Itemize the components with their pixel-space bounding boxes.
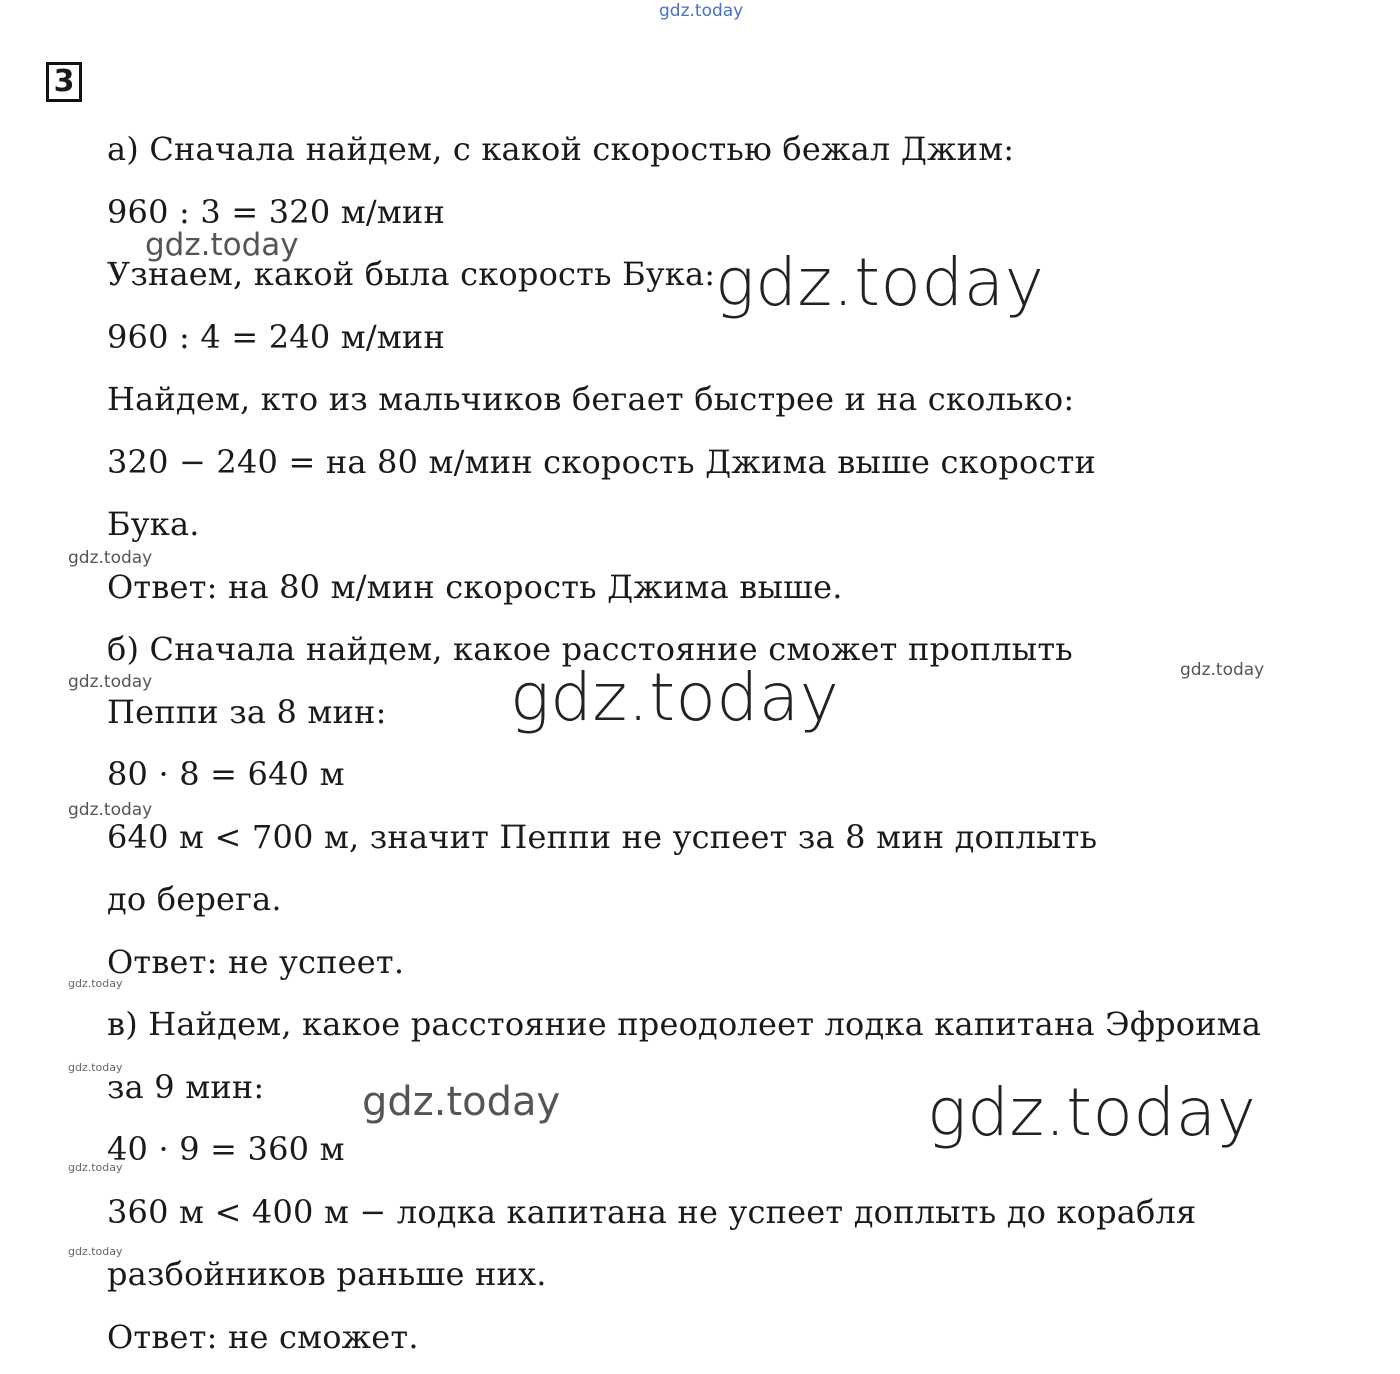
watermark: gdz.today (1180, 662, 1264, 679)
solution-line: разбойников раньше них. (107, 1249, 1367, 1312)
answer-line: Ответ: не сможет. (107, 1312, 1367, 1374)
solution-line: Узнаем, какой была скорость Бука: (107, 249, 1367, 312)
solution-line: Бука. (107, 499, 1367, 562)
solution-line: 360 м < 400 м − лодка капитана не успеет доплыть до корабля (107, 1187, 1367, 1250)
answer-line: Ответ: не успеет. (107, 937, 1367, 1000)
solution-line: 80 · 8 = 640 м (107, 749, 1367, 812)
watermark: gdz.today (362, 1082, 560, 1122)
watermark: gdz.today (68, 1162, 123, 1173)
solution-line: 320 − 240 = на 80 м/мин скорость Джима выше скорости (107, 437, 1367, 500)
watermark: gdz.today (68, 674, 152, 691)
solution-line: за 9 мин: (107, 1062, 1367, 1125)
watermark: gdz.today (68, 550, 152, 567)
solution-line: 960 : 3 = 320 м/мин (107, 187, 1367, 250)
solution-line: 40 · 9 = 360 м (107, 1124, 1367, 1187)
solution-line: в) Найдем, какое расстояние преодолеет лодка капитана Эфроима (107, 999, 1367, 1062)
solution-text (107, 124, 1367, 1374)
watermark: gdz.today (510, 665, 839, 731)
watermark: gdz.today (68, 1246, 123, 1257)
task-number-badge: 3 (46, 62, 82, 102)
solution-line: Найдем, кто из мальчиков бегает быстрее и на сколько: (107, 374, 1367, 437)
header-watermark: gdz.today (659, 3, 743, 20)
solution-line: 960 : 4 = 240 м/мин (107, 312, 1367, 375)
watermark: gdz.today (927, 1080, 1256, 1146)
solution-line: Пеппи за 8 мин: (107, 687, 1367, 750)
watermark: gdz.today (715, 250, 1044, 316)
watermark: gdz.today (68, 1062, 123, 1073)
solution-line: до берега. (107, 874, 1367, 937)
solution-line: б) Сначала найдем, какое расстояние сможет проплыть (107, 624, 1367, 687)
solution-line: а) Сначала найдем, с какой скоростью бежал Джим: (107, 124, 1367, 187)
watermark: gdz.today (68, 978, 123, 989)
answer-line: Ответ: на 80 м/мин скорость Джима выше. (107, 562, 1367, 625)
solution-line: 640 м < 700 м, значит Пеппи не успеет за 8 мин доплыть (107, 812, 1367, 875)
watermark: gdz.today (68, 802, 152, 819)
watermark: gdz.today (145, 230, 299, 261)
